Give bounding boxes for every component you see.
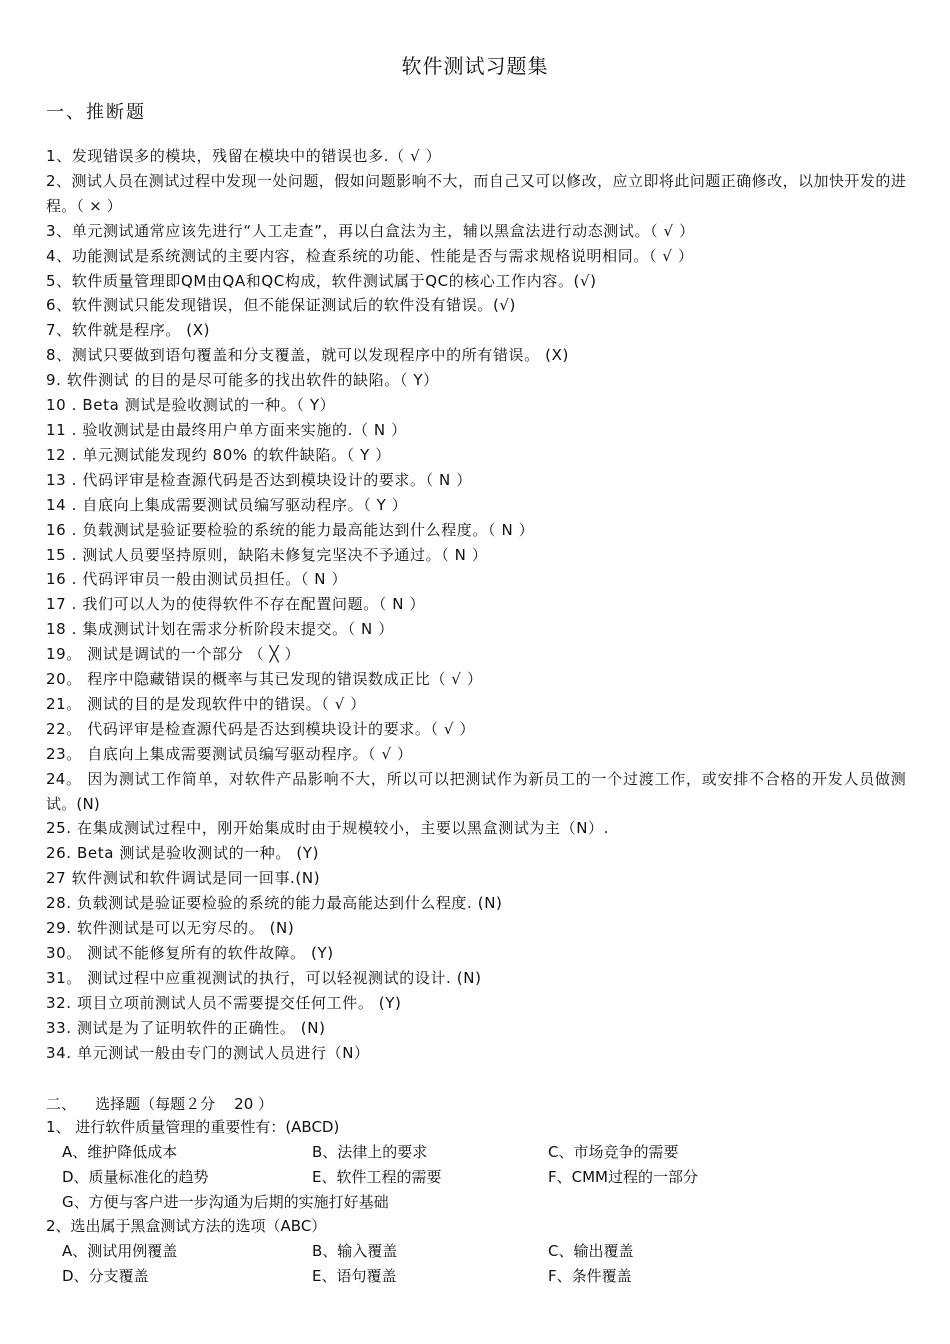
option-c: C、市场竞争的需要 (548, 1143, 679, 1161)
option-a: A、维护降低成本 (62, 1143, 178, 1161)
option-e: E、软件工程的需要 (312, 1168, 442, 1186)
option-row (46, 1239, 916, 1264)
question-item: 16 . 代码评审员一般由测试员担任。（ N ） (46, 570, 348, 589)
question-item: 11 . 验收测试是由最终用户单方面来实施的.（ N ） (46, 420, 407, 439)
question-item: 25. 在集成测试过程中，刚开始集成时由于规模较小，主要以黑盒测试为主（N）. (46, 819, 610, 838)
option-row (46, 1165, 916, 1190)
question-item: 5、软件质量管理即QM由QA和QC构成，软件测试属于QC的核心工作内容。(√) (46, 271, 597, 290)
question-item: 9. 软件测试 的目的是尽可能多的找出软件的缺陷。（ Y） (46, 371, 439, 390)
choice-question-text: 2、选出属于黑盒测试方法的选项（ABC） (46, 1217, 327, 1235)
question-item: 3、单元测试通常应该先进行“人工走查”，再以白盒法为主，辅以黑盒法进行动态测试。（ √ ） (46, 221, 695, 240)
option-f: F、CMM过程的一部分 (548, 1168, 698, 1186)
question-item: 27 软件测试和软件调试是同一回事.(N) (46, 869, 321, 888)
question-item: 26. Beta 测试是验收测试的一种。 (Y) (46, 844, 320, 863)
question-item: 6、软件测试只能发现错误，但不能保证测试后的软件没有错误。(√) (46, 296, 517, 315)
option-f: F、条件覆盖 (548, 1267, 632, 1285)
question-item: 1、发现错误多的模块，残留在模块中的错误也多.（ √ ） (46, 147, 442, 165)
judgement-question-list (46, 144, 906, 1066)
section-heading-choice: 二、 选择题（每题２分 20 ） (46, 1095, 274, 1113)
question-item: 14 . 自底向上集成需要测试员编写驱动程序。（ Y ） (46, 495, 408, 514)
question-item: 22。 代码评审是检查源代码是否达到模块设计的要求。（ √ ） (46, 719, 476, 738)
question-item: 31。 测试过程中应重视测试的执行，可以轻视测试的设计. (N) (46, 968, 482, 987)
question-item: 12 . 单元测试能发现约 80% 的软件缺陷。（ Y ） (46, 445, 391, 464)
option-e: E、语句覆盖 (312, 1267, 397, 1285)
question-item: 2、测试人员在测试过程中发现一处问题，假如问题影响不大，而自己又可以修改，应立即将此问题正确修改，以加快开发的进程。（ × ） (46, 171, 906, 215)
question-item: 8、测试只要做到语句覆盖和分支覆盖，就可以发现程序中的所有错误。 (X) (46, 346, 569, 365)
question-item: 23。 自底向上集成需要测试员编写驱动程序。（ √ ） (46, 744, 413, 763)
question-item: 28. 负载测试是验证要检验的系统的能力最高能达到什么程度. (N) (46, 894, 503, 913)
option-g: G、方便与客户进一步沟通为后期的实施打好基础 (62, 1193, 389, 1211)
option-c: C、输出覆盖 (548, 1242, 634, 1260)
option-d: D、质量标准化的趋势 (62, 1168, 209, 1186)
question-item: 7、软件就是程序。 (X) (46, 321, 211, 340)
option-b: B、法律上的要求 (312, 1143, 428, 1161)
option-d: D、分支覆盖 (62, 1267, 149, 1285)
option-row (46, 1190, 916, 1215)
question-item: 30。 测试不能修复所有的软件故障。 (Y) (46, 944, 334, 962)
question-item: 32. 项目立项前测试人员不需要提交任何工件。 (Y) (46, 993, 402, 1012)
question-item: 18 . 集成测试计划在需求分析阶段末提交。（ N ） (46, 620, 394, 639)
section-heading-judgement: 一、推断题 (46, 102, 146, 123)
question-item: 34. 单元测试一般由专门的测试人员进行（N） (46, 1043, 370, 1062)
question-item: 33. 测试是为了证明软件的正确性。 (N) (46, 1018, 326, 1037)
option-row (46, 1264, 916, 1289)
question-item: 16 . 负载测试是验证要检验的系统的能力最高能达到什么程度。（ N ） (46, 520, 535, 539)
option-row (46, 1140, 916, 1165)
question-item: 20。 程序中隐藏错误的概率与其已发现的错误数成正比（ √ ） (46, 670, 483, 689)
choice-question-2 (46, 1214, 916, 1289)
question-item: 15 . 测试人员要坚持原则，缺陷未修复完坚决不予通过。（ N ） (46, 545, 488, 564)
question-item: 17 . 我们可以人为的使得软件不存在配置问题。（ N ） (46, 595, 426, 614)
option-a: A、测试用例覆盖 (62, 1242, 178, 1260)
choice-question-1 (46, 1115, 916, 1215)
question-item: 21。 测试的目的是发现软件中的错误。（ √ ） (46, 694, 366, 713)
question-item: 13 . 代码评审是检查源代码是否达到模块设计的要求。（ N ） (46, 470, 472, 489)
choice-question-text: 1、 进行软件质量管理的重要性有：(ABCD) (46, 1118, 340, 1136)
question-item: 10 . Beta 测试是验收测试的一种。（ Y） (46, 396, 336, 415)
question-item: 4、功能测试是系统测试的主要内容，检查系统的功能、性能是否与需求规格说明相同。（ √ ） (46, 246, 694, 265)
question-item: 24。 因为测试工作简单，对软件产品影响不大，所以可以把测试作为新员工的一个过渡工作，或安排不合格的开发人员做测试。(N) (46, 769, 906, 813)
question-item: 19。 测试是调试的一个部分 （ ╳ ） (46, 645, 301, 664)
question-item: 29. 软件测试是可以无穷尽的。 (N) (46, 919, 295, 938)
option-b: B、输入覆盖 (312, 1242, 398, 1260)
document-title: 软件测试习题集 (401, 54, 549, 78)
